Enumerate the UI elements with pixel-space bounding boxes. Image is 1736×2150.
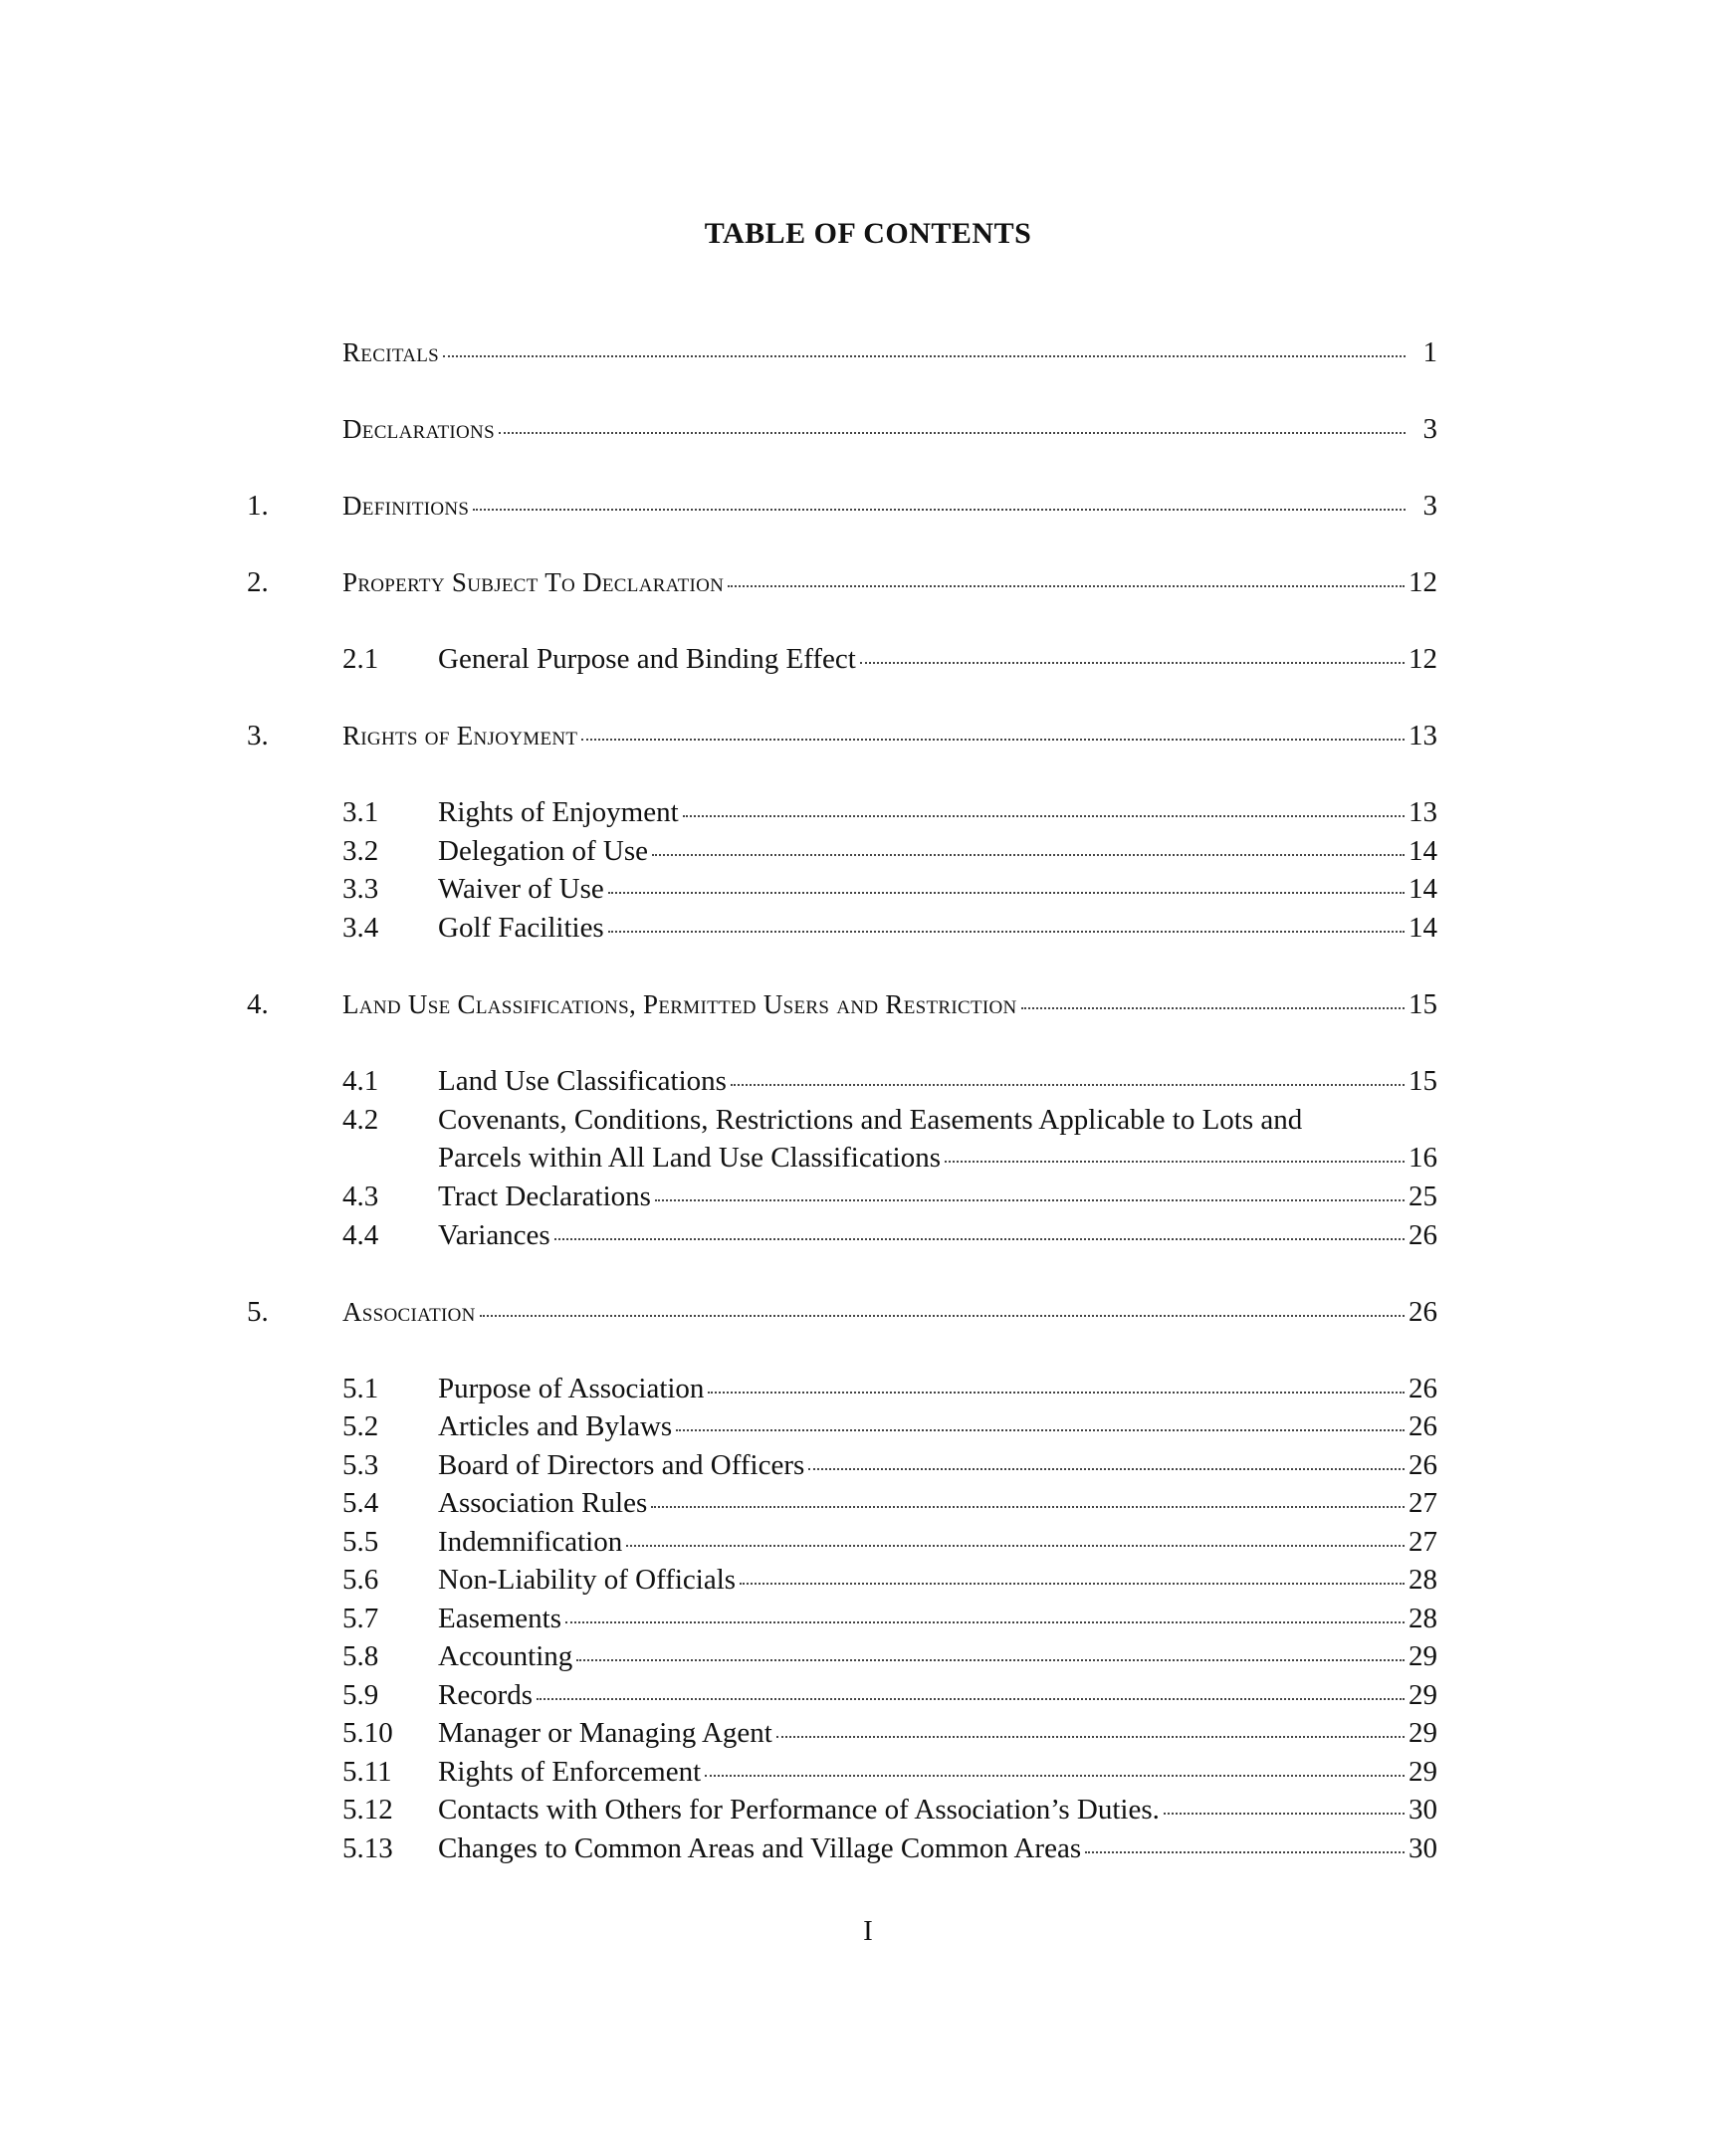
toc-label: Articles and Bylaws xyxy=(438,1410,673,1442)
toc-entry-land-use xyxy=(342,986,1437,1022)
subsection-number: 5.8 xyxy=(342,1640,379,1672)
toc-entry-5-1 xyxy=(438,1371,1437,1406)
subsection-number: 3.1 xyxy=(342,796,379,828)
dot-leader xyxy=(731,1084,1405,1086)
subsection-number: 5.10 xyxy=(342,1717,393,1749)
subsection-number: 3.2 xyxy=(342,835,379,867)
dot-leader xyxy=(537,1698,1405,1700)
toc-entry-5-12 xyxy=(438,1792,1437,1828)
page-title: TABLE OF CONTENTS xyxy=(704,217,1032,250)
dot-leader xyxy=(655,1199,1405,1201)
toc-page-number: 3 xyxy=(1422,490,1437,522)
dot-leader xyxy=(576,1659,1405,1661)
toc-page-number: 26 xyxy=(1409,1296,1437,1328)
dot-leader xyxy=(1021,1007,1405,1009)
toc-entry-5-4 xyxy=(438,1485,1437,1521)
toc-entry-3-4 xyxy=(438,910,1437,946)
toc-label: Association Rules xyxy=(438,1487,648,1519)
subsection-number: 5.9 xyxy=(342,1679,379,1711)
toc-page-number: 15 xyxy=(1409,988,1437,1020)
toc-label: Definitions xyxy=(342,491,470,521)
toc-entry-association xyxy=(342,1294,1437,1330)
toc-label: Changes to Common Areas and Village Common Areas xyxy=(438,1832,1082,1864)
toc-label: Rights of Enjoyment xyxy=(342,721,578,751)
toc-entry-2-1 xyxy=(438,641,1437,677)
toc-entry-4-3 xyxy=(438,1179,1437,1214)
subsection-number: 4.1 xyxy=(342,1065,379,1097)
toc-page-number: 14 xyxy=(1409,835,1437,867)
subsection-number: 5.11 xyxy=(342,1756,392,1788)
toc-label: Declarations xyxy=(342,414,495,444)
toc-entry-5-7 xyxy=(438,1601,1437,1636)
toc-entry-4-1 xyxy=(438,1063,1437,1099)
dot-leader xyxy=(683,815,1405,817)
toc-entry-5-9 xyxy=(438,1677,1437,1713)
toc-entry-5-10 xyxy=(438,1715,1437,1751)
subsection-number: 4.4 xyxy=(342,1219,379,1251)
toc-entry-property xyxy=(342,564,1437,600)
toc-entry-5-11 xyxy=(438,1754,1437,1790)
toc-label: Accounting xyxy=(438,1640,573,1672)
toc-label: Waiver of Use xyxy=(438,873,604,905)
toc-entry-4-2 xyxy=(438,1140,1437,1176)
toc-label: Manager or Managing Agent xyxy=(438,1717,772,1749)
dot-leader xyxy=(554,1238,1405,1240)
subsection-number: 5.5 xyxy=(342,1526,379,1558)
subsection-number: 3.4 xyxy=(342,912,379,944)
toc-label: Land Use Classifications xyxy=(438,1065,727,1097)
toc-page-number: 28 xyxy=(1409,1603,1437,1634)
page-footer-number: I xyxy=(863,1915,873,1947)
toc-label: Indemnification xyxy=(438,1526,623,1558)
subsection-number: 5.2 xyxy=(342,1410,379,1442)
toc-page-number: 12 xyxy=(1409,643,1437,675)
toc-label: Contacts with Others for Performance of Association’s Duties. xyxy=(438,1794,1160,1826)
toc-label: Property Subject To Declaration xyxy=(342,567,725,597)
dot-leader xyxy=(708,1392,1405,1394)
toc-page-number: 29 xyxy=(1409,1717,1437,1749)
section-number: 2. xyxy=(247,566,269,598)
toc-label-line-1: Covenants, Conditions, Restrictions and Easements Applicable to Lots and xyxy=(438,1104,1303,1136)
toc-label: Recitals xyxy=(342,337,439,367)
toc-page-number: 29 xyxy=(1409,1640,1437,1672)
toc-page-number: 1 xyxy=(1422,336,1437,368)
toc-entry-3-2 xyxy=(438,833,1437,869)
dot-leader xyxy=(676,1429,1405,1431)
toc-page-number: 16 xyxy=(1409,1142,1437,1174)
toc-page-number: 26 xyxy=(1409,1219,1437,1251)
dot-leader xyxy=(776,1736,1405,1738)
toc-page-number: 26 xyxy=(1409,1410,1437,1442)
toc-label: Golf Facilities xyxy=(438,912,604,944)
toc-page-number: 14 xyxy=(1409,873,1437,905)
toc-page-number: 26 xyxy=(1409,1449,1437,1481)
section-number: 1. xyxy=(247,490,269,522)
dot-leader xyxy=(740,1583,1405,1585)
toc-page-number: 26 xyxy=(1409,1373,1437,1404)
toc-entry-5-5 xyxy=(438,1524,1437,1560)
toc-entry-3-1 xyxy=(438,794,1437,830)
subsection-number: 5.13 xyxy=(342,1832,393,1864)
toc-label: Land Use Classifications, Permitted Users and Restriction xyxy=(342,989,1017,1019)
subsection-number: 5.1 xyxy=(342,1373,379,1404)
toc-entry-5-6 xyxy=(438,1562,1437,1598)
dot-leader xyxy=(626,1545,1405,1547)
toc-page-number: 29 xyxy=(1409,1756,1437,1788)
subsection-number: 5.3 xyxy=(342,1449,379,1481)
toc-label: Easements xyxy=(438,1603,562,1634)
toc-label: Delegation of Use xyxy=(438,835,648,867)
dot-leader xyxy=(480,1315,1405,1317)
toc-label-line-2: Parcels within All Land Use Classifications xyxy=(438,1142,942,1174)
subsection-number: 5.12 xyxy=(342,1794,393,1826)
subsection-number: 5.7 xyxy=(342,1603,379,1634)
toc-entry-5-3 xyxy=(438,1447,1437,1483)
subsection-number: 4.2 xyxy=(342,1104,379,1136)
toc-label: Association xyxy=(342,1297,476,1327)
subsection-number: 5.4 xyxy=(342,1487,379,1519)
toc-entry-definitions xyxy=(342,488,1437,524)
subsection-number: 2.1 xyxy=(342,643,379,675)
dot-leader xyxy=(499,432,1406,434)
toc-page-number: 30 xyxy=(1409,1832,1437,1864)
dot-leader xyxy=(652,854,1405,856)
dot-leader xyxy=(473,509,1406,511)
toc-page-number: 14 xyxy=(1409,912,1437,944)
section-number: 5. xyxy=(247,1296,269,1328)
toc-entry-recitals xyxy=(342,334,1437,370)
toc-label: Purpose of Association xyxy=(438,1373,705,1404)
toc-page-number: 27 xyxy=(1409,1526,1437,1558)
toc-page-number: 13 xyxy=(1409,720,1437,752)
toc-label: Variances xyxy=(438,1219,550,1251)
toc-page-number: 15 xyxy=(1409,1065,1437,1097)
toc-page-number: 13 xyxy=(1409,796,1437,828)
subsection-number: 3.3 xyxy=(342,873,379,905)
section-number: 4. xyxy=(247,988,269,1020)
toc-label: Rights of Enforcement xyxy=(438,1756,702,1788)
dot-leader xyxy=(705,1775,1405,1777)
toc-page-number: 25 xyxy=(1409,1181,1437,1212)
dot-leader xyxy=(808,1468,1405,1470)
toc-page-number: 3 xyxy=(1422,413,1437,445)
toc-page-number: 28 xyxy=(1409,1564,1437,1596)
toc-entry-5-2 xyxy=(438,1408,1437,1444)
dot-leader xyxy=(945,1161,1405,1163)
dot-leader xyxy=(1085,1851,1405,1853)
toc-label: Records xyxy=(438,1679,534,1711)
dot-leader xyxy=(608,931,1405,933)
subsection-number: 4.3 xyxy=(342,1181,379,1212)
toc-label: Board of Directors and Officers xyxy=(438,1449,805,1481)
toc-label: Rights of Enjoyment xyxy=(438,796,679,828)
toc-entry-3-3 xyxy=(438,871,1437,907)
toc-page-number: 29 xyxy=(1409,1679,1437,1711)
toc-entry-declarations xyxy=(342,411,1437,447)
toc-page-number: 12 xyxy=(1409,566,1437,598)
toc-label: General Purpose and Binding Effect xyxy=(438,643,856,675)
toc-page-number: 27 xyxy=(1409,1487,1437,1519)
toc-label: Tract Declarations xyxy=(438,1181,651,1212)
dot-leader xyxy=(860,662,1405,664)
toc-page-number: 30 xyxy=(1409,1794,1437,1826)
dot-leader xyxy=(728,585,1405,587)
toc-entry-5-8 xyxy=(438,1638,1437,1674)
dot-leader xyxy=(565,1621,1405,1623)
section-number: 3. xyxy=(247,720,269,752)
toc-entry-4-4 xyxy=(438,1217,1437,1253)
dot-leader xyxy=(581,739,1405,741)
subsection-number: 5.6 xyxy=(342,1564,379,1596)
dot-leader xyxy=(443,355,1406,357)
toc-entry-5-13 xyxy=(438,1830,1437,1866)
dot-leader xyxy=(651,1506,1405,1508)
dot-leader xyxy=(608,892,1405,894)
dot-leader xyxy=(1164,1813,1405,1815)
toc-entry-rights xyxy=(342,718,1437,753)
toc-label: Non-Liability of Officials xyxy=(438,1564,737,1596)
